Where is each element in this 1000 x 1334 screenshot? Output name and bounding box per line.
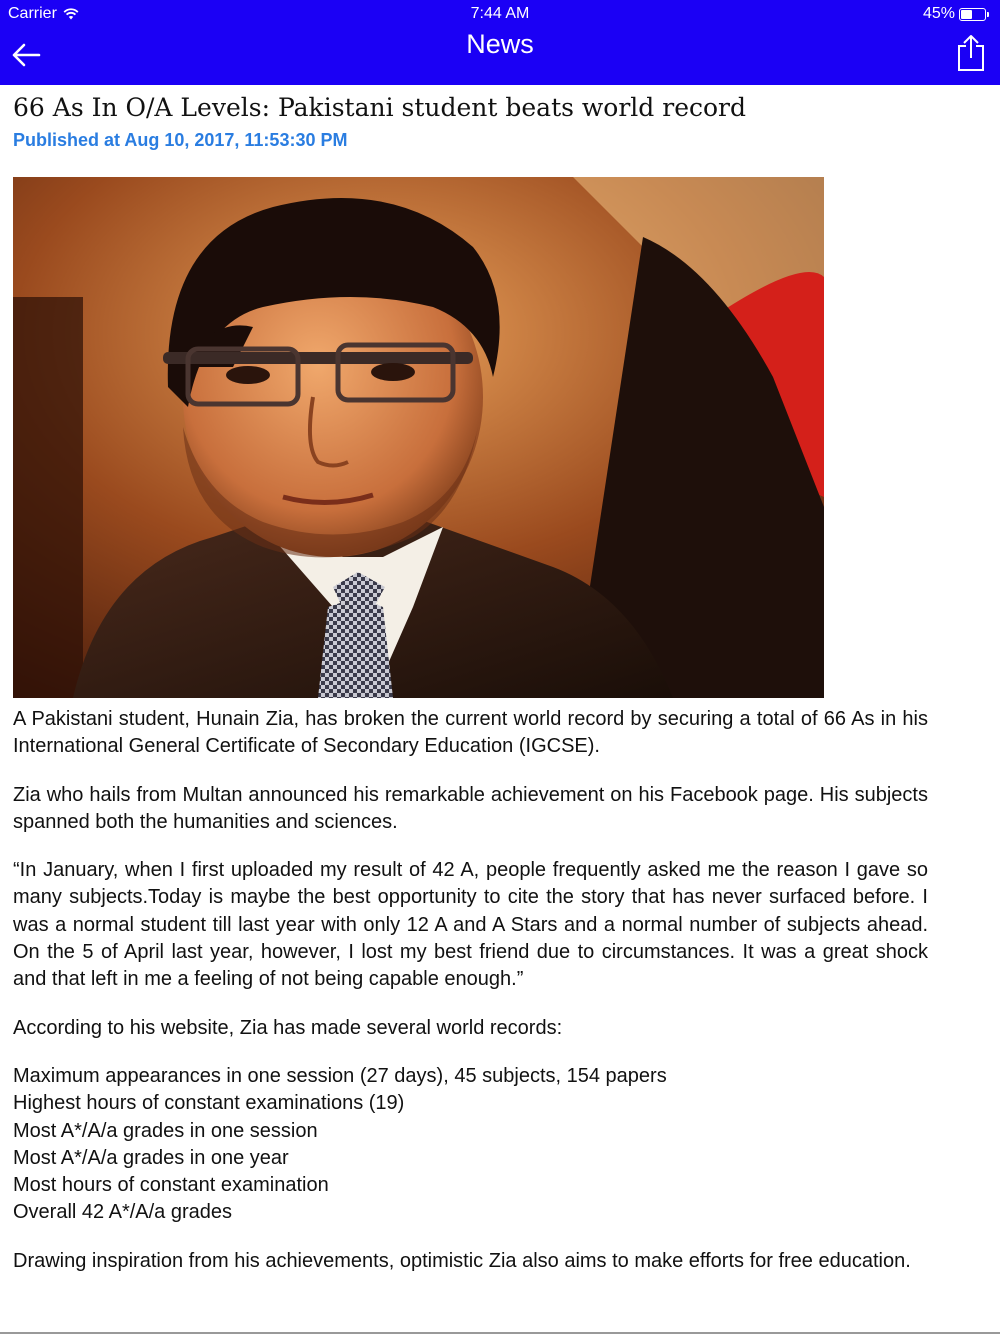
battery-fill (961, 10, 972, 19)
arrow-left-icon (10, 40, 44, 70)
record-item: Maximum appearances in one session (27 days), 45 subjects, 154 papers (13, 1064, 667, 1087)
back-button[interactable] (10, 40, 44, 70)
records-list (13, 1063, 928, 1227)
navigation-bar (0, 0, 1000, 85)
share-button[interactable] (956, 34, 986, 72)
record-item: Most hours of constant examination (13, 1174, 329, 1197)
article-paragraph: A Pakistani student, Hunain Zia, has broken the current world record by securing a total of 66 As in his International General Certificate of Secondary Education (IGCSE). (13, 708, 928, 758)
record-item: Overall 42 A*/A/a grades (13, 1201, 233, 1224)
carrier-label: Carrier (8, 5, 57, 22)
record-item: Most A*/A/a grades in one year (13, 1146, 289, 1169)
status-time: 7:44 AM (470, 5, 530, 22)
article-body (13, 706, 928, 1296)
status-battery (923, 5, 986, 23)
article-headline: 66 As In O/A Levels: Pakistani student beats world record (13, 93, 747, 122)
record-item: Most A*/A/a grades in one session (13, 1119, 318, 1142)
record-item: Highest hours of constant examinations (19) (13, 1092, 405, 1115)
article-paragraph: According to his website, Zia has made several world records: (13, 1016, 563, 1039)
battery-icon (959, 8, 986, 21)
article-paragraph: Drawing inspiration from his achievements, optimistic Zia also aims to make efforts for free education. (13, 1249, 911, 1272)
published-date: Published at Aug 10, 2017, 11:53:30 PM (13, 130, 348, 150)
article-paragraph: “In January, when I first uploaded my result of 42 A, people frequently asked me the reason I gave so many subjects.Today is maybe the best opportunity to cite the story that has never surfaced before. I was a normal student till last year with only 12 A and A Stars and a normal number of subjects ahead. On the 5 of April last year, however, I lost my best friend due to circumstances. It was a great shock and that left in me a feeling of not being capable enough.” (13, 859, 928, 991)
share-icon (956, 34, 986, 72)
article-photo (13, 177, 824, 698)
nav-title: News (466, 29, 534, 59)
article-paragraph: Zia who hails from Multan announced his remarkable achievement on his Facebook page. His subjects spanned both the humanities and sciences. (13, 783, 928, 833)
battery-percent: 45% (922, 5, 955, 22)
